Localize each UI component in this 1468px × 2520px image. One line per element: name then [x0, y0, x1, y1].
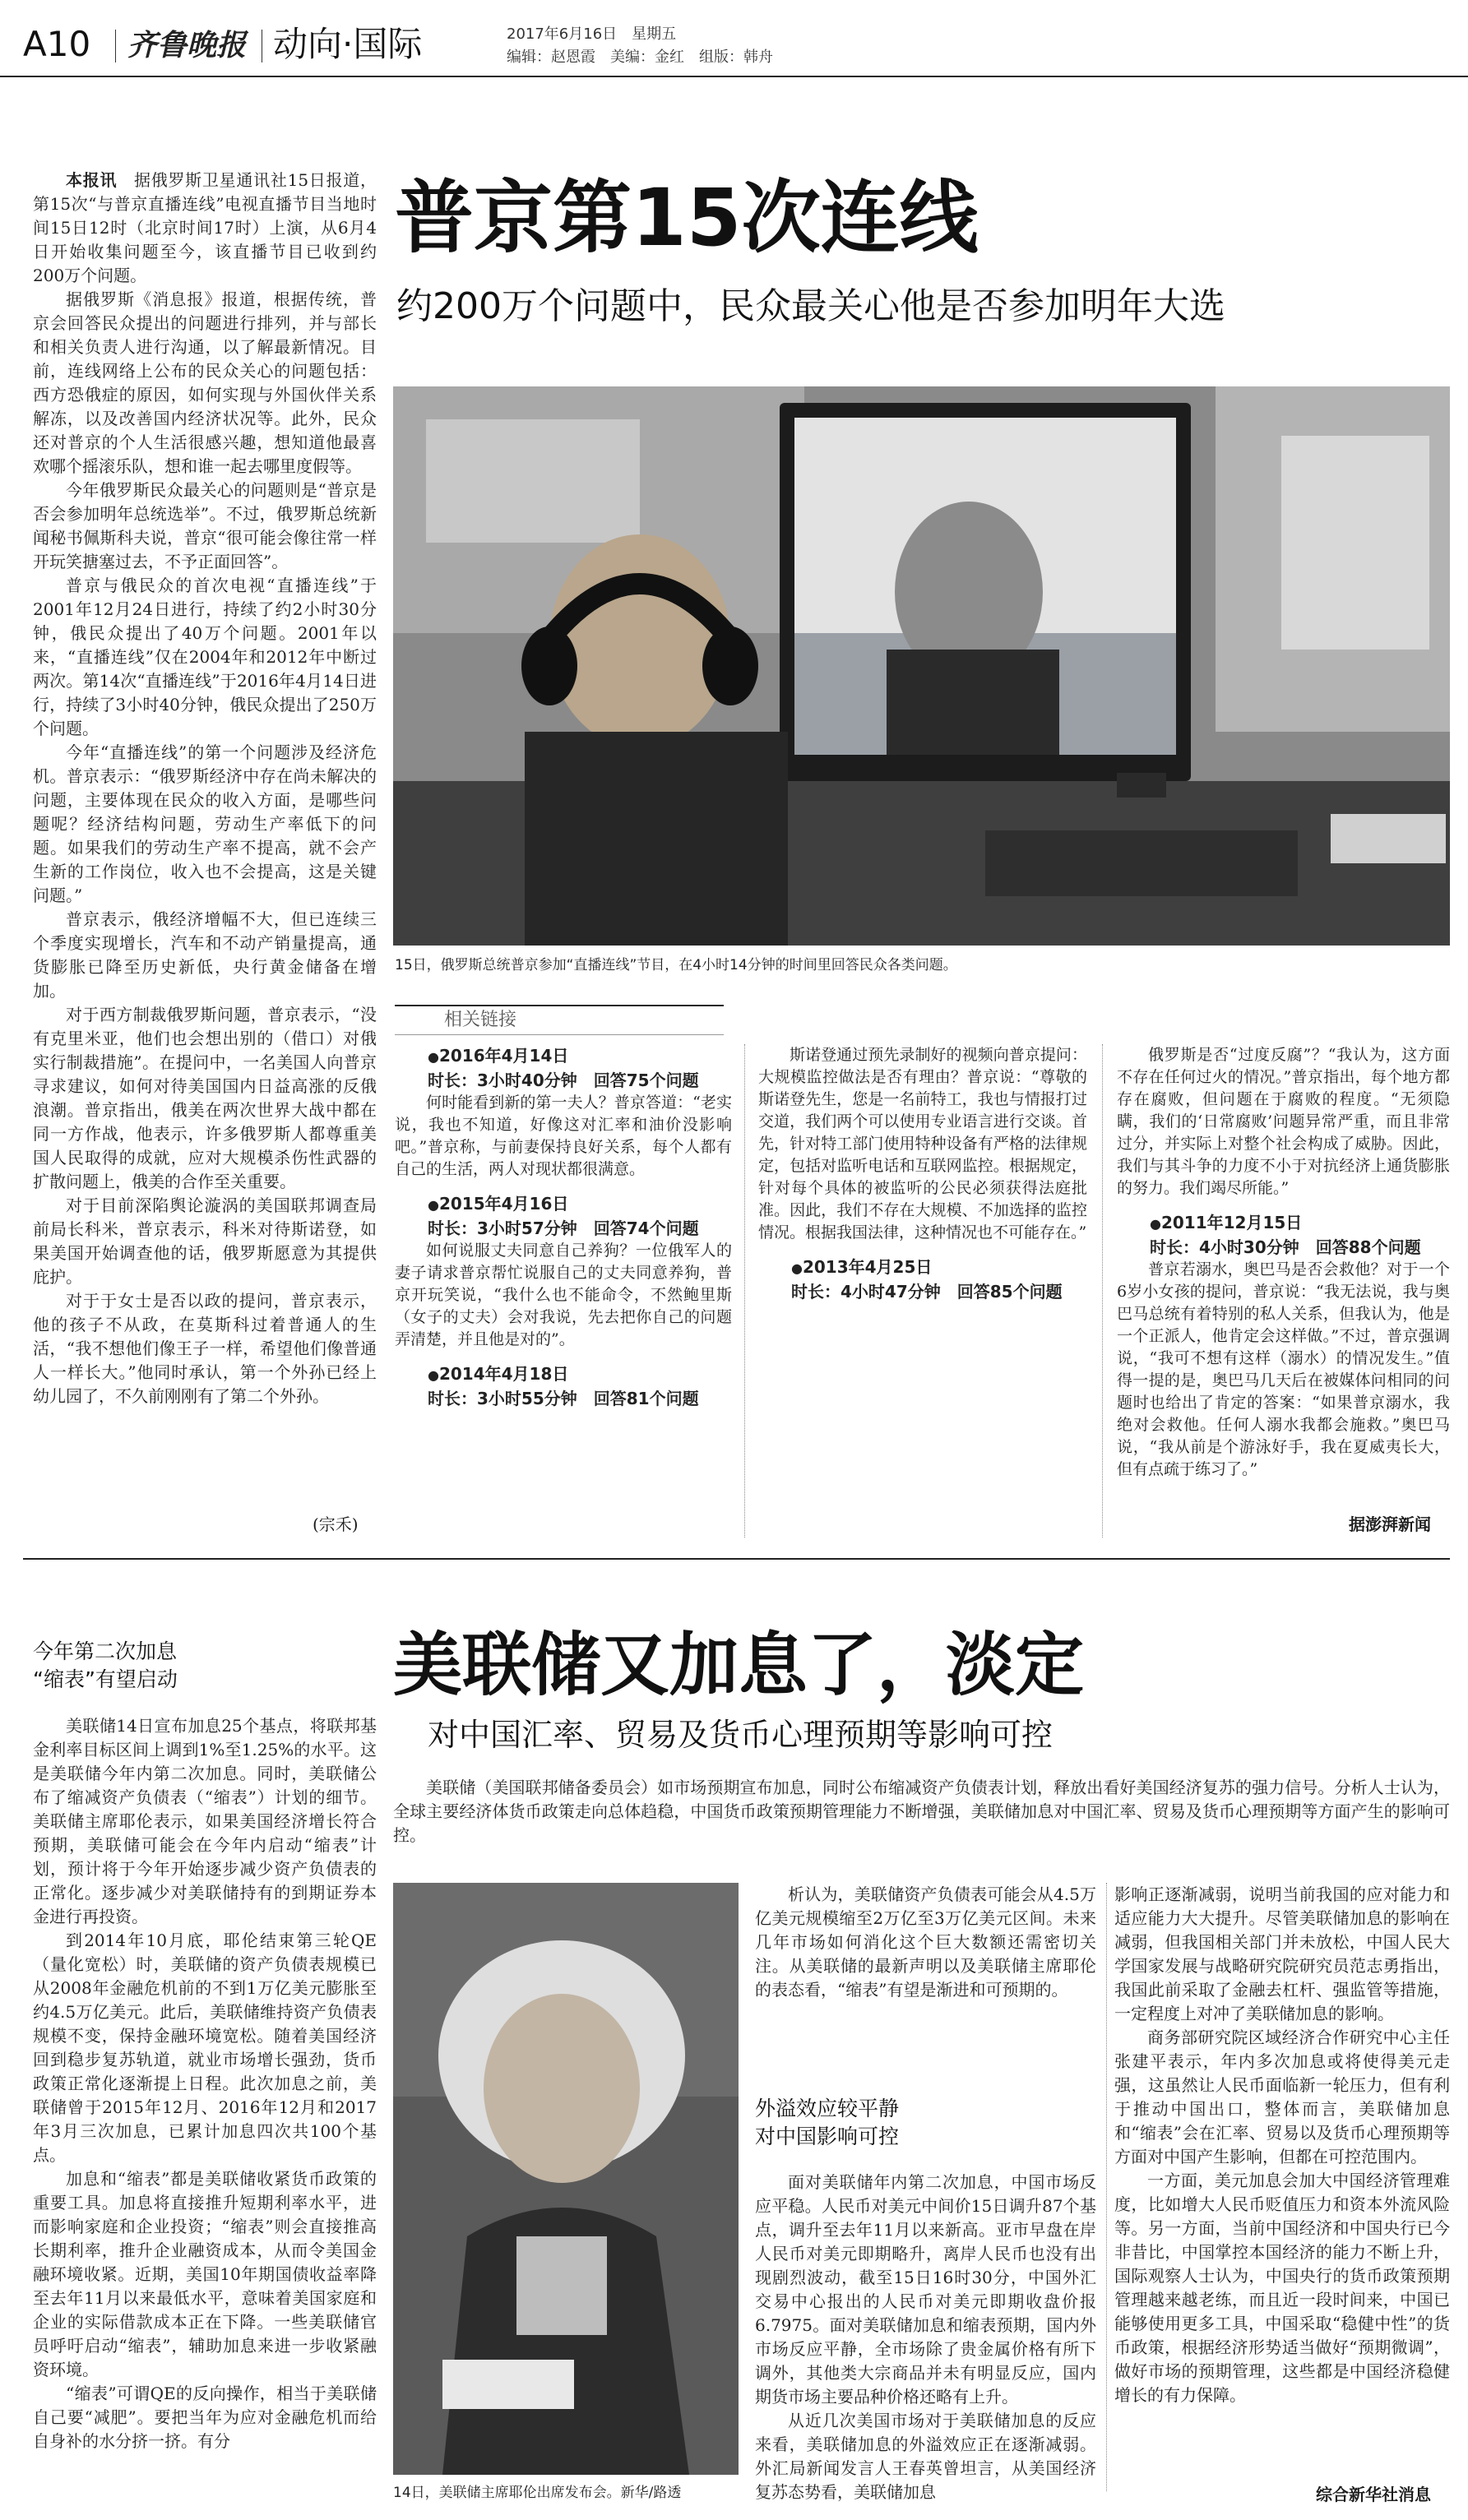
article1-photo-caption: 15日，俄罗斯总统普京参加“直播连线”节目，在4小时14分钟的时间里回答民众各类问题。 — [395, 957, 957, 973]
putin-live-broadcast-photo — [393, 386, 1450, 946]
timeline-duration: 时长：3小时57分钟 回答74个问题 — [428, 1218, 699, 1238]
paragraph: 据俄罗斯《消息报》报道，根据传统，普京会回答民众提出的问题进行排列，并与部长和相关负责人进行沟通，以了解最新情况。目前，连线网络上公布的民众关心的问题包括：西方恐俄症的原因，如何实现与外国伙伴关系解冻，以及改善国内经济状况等。此外，民众还对普京的个人生活很感兴趣，想知道他最喜欢哪个摇滚乐队，想和谁一起去哪里度假等。 — [33, 289, 377, 476]
paragraph: 析认为，美联储资产负债表可能会从4.5万亿美元规模缩至2万亿至3万亿美元区间。未来几年市场如何消化这个巨大数额还需密切关注。从美联储的最新声明以及美联储主席耶伦的表态看，“缩表”有望是渐进和可预期的。 — [755, 1884, 1096, 2000]
timeline-date: ●2015年4月16日 — [428, 1194, 569, 1214]
timeline-duration: 时长：3小时40分钟 回答75个问题 — [428, 1070, 699, 1090]
paragraph: 从近几次美国市场对于美联储加息的反应来看，美联储加息的外溢效应正在逐渐减弱。外汇局新闻发言人王春英曾坦言，从美国经济复苏态势看，美联储加息 — [755, 2411, 1096, 2502]
article1-byline: (宗禾) — [313, 1514, 359, 1534]
paragraph: 影响正逐渐减弱，说明当前我国的应对能力和适应能力大大提升。尽管美联储加息的影响在减弱，但我国相关部门并未放松，中国人民大学国家发展与战略研究院研究员范志勇指出，我国此前采取了金融去杠杆、强监管等措施，一定程度上对冲了美联储加息的影响。 — [1114, 1884, 1450, 2023]
timeline-text: 何时能看到新的第一夫人？普京答道：“老实说，我也不知道，好像这对汇率和油价没影响吧。”普京称，与前妻保持良好关系，每个人都有自己的生活，两人对现状都很满意。 — [395, 1094, 732, 1178]
paragraph — [33, 169, 377, 288]
column-rule — [1102, 1044, 1103, 1537]
paragraph: 今年俄罗斯民众最关心的问题则是“普京是否会参加明年总统选举”。不过，俄罗斯总统新闻秘书佩斯科夫说，普京“很可能会像往常一样开玩笑搪塞过去，不予正面回答”。 — [33, 480, 377, 571]
weekday-text: 星期五 — [632, 25, 677, 43]
masthead-rule — [0, 76, 1468, 77]
paragraph: 普京表示，俄经济增幅不大，但已连续三个季度实现增长，汽车和不动产销量提高，通货膨胀已降至历史新低，央行黄金储备在增加。 — [33, 909, 377, 1001]
article2-body-col3 — [1114, 1883, 1450, 2475]
paragraph: 今年“直播连线”的第一个问题涉及经济危机。普京表示：“俄罗斯经济中存在尚未解决的问题，主要体现在民众的收入方面，是哪些问题呢？经济结构问题，劳动生产率低下的问题。如果我们的劳动生产率不提高，就不会产生新的工作岗位，收入也不会提高，这是关键问题。” — [33, 742, 377, 905]
related-col1 — [395, 1044, 732, 1537]
timeline-date: ●2014年4月18日 — [428, 1364, 569, 1384]
related-link-title: 相关链接 — [444, 1010, 517, 1030]
yellen-press-conference-photo — [393, 1883, 739, 2475]
article2-byline: 综合新华社消息 — [1316, 2485, 1431, 2504]
article2-intro — [393, 1776, 1450, 1866]
masthead-divider — [115, 30, 116, 62]
timeline-text: 普京若溺水，奥巴马是否会救他？对于一个6岁小女孩的提问，普京说：“我无法说，我与奥巴马总统有着特别的私人关系，但我认为，他是一个正派人，他肯定会这样做。”不过，普京强调说，“我可不想有这样（溺水）的情况发生。”值得一提的是，奥巴马几天后在被媒体问相同的问题时也给出了肯定的答案：“如果普京溺水，我绝对会救他。任何人溺水我都会施救。”奥巴马说，“我从前是个游泳好手，我在夏威夷长大，但有点疏于练习了。” — [1117, 1260, 1450, 1478]
side-head-line2: “缩表”有望启动 — [33, 1667, 178, 1691]
article2-subtitle: 对中国汇率、贸易及货币心理预期等影响可控 — [428, 1717, 1054, 1753]
date-text: 2017年6月16日 — [507, 25, 618, 43]
photo-illustration — [393, 1883, 739, 2475]
paragraph: 到2014年10月底，耶伦结束第三轮QE（量化宽松）时，美联储的资产负债表规模已从2008年金融危机前的不到1万亿美元膨胀至约4.5万亿美元。此后，美联储维持资产负债表规模不变，保持金融环境宽松。随着美国经济回到稳步复苏轨道，就业市场增长强劲，货币政策正常化逐渐提上日程。此次加息之前，美联储曾于2015年12月、2016年12月和2017年3月三次加息，已累计加息四次共100个基点。 — [33, 1930, 377, 2165]
lead-label: 本报讯 — [66, 170, 118, 190]
timeline-date: ●2013年4月25日 — [791, 1257, 933, 1277]
article-separator — [23, 1558, 1450, 1560]
timeline-text: 俄罗斯是否“过度反腐”？“我认为，这方面不存在任何过火的情况。”普京指出，每个地方都存在腐败，但问题在于腐败的程度。“无须隐瞒，我们的‘日常腐败’问题异常严重，而且非常过分，并实际上对整个社会构成了威胁。因此，我们与其斗争的力度不小于对抗经济上通货膨胀的努力。我们竭尽所能。” — [1117, 1046, 1450, 1197]
photo-illustration — [393, 386, 1450, 946]
paragraph-text: 据俄罗斯卫星通讯社15日报道，第15次“与普京直播连线”电视直播节目当地时间15日12时（北京时间17时）上演，从6月4日开始收集问题至今，该直播节目已收到约200万个问题。 — [33, 170, 377, 285]
paragraph: 加息和“缩表”都是美联储收紧货币政策的重要工具。加息将直接推升短期利率水平，进而影响家庭和企业投资；“缩表”则会直接推高长期利率，推升企业融资成本，从而令美国金融环境收紧。近期，美国10年期国债收益率降至去年11月以来最低水平，意味着美国家庭和企业的实际借款成本正在下降。一些美联储官员呼吁启动“缩表”，辅助加息来进一步收紧融资环境。 — [33, 2169, 377, 2379]
related-col2 — [758, 1044, 1087, 1537]
article1-title: 普京第15次连线 — [395, 172, 979, 264]
paper-logo: 齐鲁晚报 — [127, 28, 247, 62]
paragraph: 一方面，美元加息会加大中国经济管理难度，比如增大人民币贬值压力和资本外流风险等。另一方面，当前中国经济和中国央行已今非昔比，中国掌控本国经济的能力不断上升，国际观察人士认为，中国央行的货币政策预期管理越来越老练，而且近一段时间来，中国已能够使用更多工具，中国采取“稳健中性”的货币政策，根据经济形势适当做好“预期微调”，做好市场的预期管理，这些都是中国经济稳健增长的有力保障。 — [1114, 2171, 1450, 2405]
article1-body-col1 — [33, 169, 377, 1500]
article2-body-col2b — [755, 2171, 1096, 2504]
article2-col2-subhead — [755, 2095, 899, 2151]
intro-text: 美联储（美国联邦储备委员会）如市场预期宣布加息，同时公布缩减资产负债表计划，释放出看好美国经济复苏的强力信号。分析人士认为，全球主要经济体货币政策走向总体趋稳，中国货币政策预期管理能力不断增强，美联储加息对中国汇率、贸易及货币心理预期等方面产生的影响可控。 — [393, 1778, 1450, 1845]
article2-side-head — [33, 1638, 178, 1694]
article2-body-col1 — [33, 1714, 377, 2504]
subhead-line2: 对中国影响可控 — [755, 2125, 900, 2148]
timeline-date: ●2016年4月14日 — [428, 1046, 569, 1066]
timeline-duration: 时长：4小时47分钟 回答85个问题 — [791, 1282, 1063, 1302]
editor-credits: 编辑：赵恩霞 美编：金红 组版：韩舟 — [507, 49, 773, 66]
article2-title: 美联储又加息了，淡定 — [393, 1625, 1085, 1705]
paragraph: 对于于女士是否以政的提问，普京表示，他的孩子不从政，在莫斯科过着普通人的生活，“我不想他们像王子一样，希望他们像普通人一样长大。”他同时承认，第一个外孙已经上幼儿园了，不久前刚刚有了第二个外孙。 — [33, 1291, 377, 1406]
article1-subtitle: 约200万个问题中，民众最关心他是否参加明年大选 — [396, 285, 1225, 327]
timeline-duration: 时长：4小时30分钟 回答88个问题 — [1150, 1237, 1421, 1257]
paragraph: 商务部研究院区域经济合作研究中心主任张建平表示，年内多次加息或将使得美元走强，这虽然让人民币面临新一轮压力，但有利于推动中国出口，整体而言，美联储加息和“缩表”会在汇率、贸易以及货币心理预期等方面对中国产生影响，但都在可控范围内。 — [1114, 2028, 1450, 2166]
page-number: A10 — [23, 24, 91, 64]
timeline-text: 如何说服丈夫同意自己养狗？一位俄军人的妻子请求普京帮忙说服自己的丈夫同意养狗，普京开玩笑说，“我什么也不能命令，不然鲍里斯（女子的丈夫）会对我说，先去把你自己的问题弄清楚，并且他是对的”。 — [395, 1242, 732, 1348]
column-rule — [744, 1044, 745, 1537]
timeline-text: 斯诺登通过预先录制好的视频向普京提问：大规模监控做法是否有理由？普京说：“尊敬的斯诺登先生，您是一名前特工，我也与情报打过交道，我们两个可以使用专业语言进行交谈。首先，针对特工部门使用特种设备有严格的法律规定，包括对监听电话和互联网监控。根据规定，针对每个具体的被监听的公民必须获得法庭批准。因此，我们不存在大规模、不加选择的监控情况。根据我国法律，这种情况也不可能存在。” — [758, 1046, 1087, 1242]
subhead-line1: 外溢效应较平静 — [755, 2097, 900, 2120]
paragraph: 对于西方制裁俄罗斯问题，普京表示，“没有克里米亚，他们也会想出别的（借口）对俄实行制裁措施”。在提问中，一名美国人向普京寻求建议，如何对待美国国内日益高涨的反俄浪潮。普京指出，俄美在两次世界大战中都在同一方作战，他表示，许多俄罗斯人都尊重美国人民取得的成就，应对大规模杀伤性武器的扩散问题上，俄美的合作至关重要。 — [33, 1005, 377, 1191]
timeline-date: ●2011年12月15日 — [1150, 1213, 1303, 1232]
paragraph: 对于目前深陷舆论漩涡的美国联邦调查局前局长科米，普京表示，科米对待斯诺登，如果美国开始调查他的话，俄罗斯愿意为其提供庇护。 — [33, 1195, 377, 1287]
timeline-duration: 时长：3小时55分钟 回答81个问题 — [428, 1389, 699, 1408]
article2-photo-caption: 14日，美联储主席耶伦出席发布会。新华/路透 — [393, 2485, 682, 2501]
paragraph: “缩表”可谓QE的反向操作，相当于美联储自己要“减肥”。要把当年为应对金融危机而给自身补的水分挤一挤。有分 — [33, 2384, 377, 2451]
side-head-line1: 今年第二次加息 — [33, 1639, 178, 1663]
paragraph: 美联储14日宣布加息25个基点，将联邦基金利率目标区间上调到1%至1.25%的水平。这是美联储今年内第二次加息。同时，美联储公布了缩减资产负债表（“缩表”）计划的细节。美联储主席耶伦表示，如果美国经济增长符合预期，美联储可能会在今年内启动“缩表”计划，预计将于今年开始逐步减少资产负债表的正常化。逐步减少对美联储持有的到期证券本金进行再投资。 — [33, 1716, 377, 1926]
paragraph: 普京与俄民众的首次电视“直播连线”于2001年12月24日进行，持续了约2小时30分钟，俄民众提出了40万个问题。2001年以来，“直播连线”仅在2004年和2012年中断过两次。第14次“直播连线”于2016年4月14日进行，持续了3小时40分钟，俄民众提出了250万个问题。 — [33, 576, 377, 738]
related-link-header — [395, 1005, 724, 1035]
section-title: 动向·国际 — [273, 24, 423, 64]
related-source: 据澎湃新闻 — [1349, 1514, 1431, 1534]
paragraph: 面对美联储年内第二次加息，中国市场反应平稳。人民币对美元中间价15日调升87个基点，调升至去年11月以来新高。亚市早盘在岸人民币对美元即期略升，离岸人民币也没有出现剧烈波动，截至15日16时30分，中国外汇交易中心报出的人民币对美元即期收盘价报6.7975。面对美联储加息和缩表预期，国内外市场反应平静，全市场除了贵金属价格有所下调外，其他类大宗商品并未有明显反应，国内期货市场主要品种价格还略有上升。 — [755, 2172, 1096, 2407]
related-col3 — [1117, 1044, 1450, 1537]
article2-body-col2a — [755, 1883, 1096, 2080]
column-rule — [1106, 1883, 1107, 2491]
issue-date — [507, 25, 676, 44]
